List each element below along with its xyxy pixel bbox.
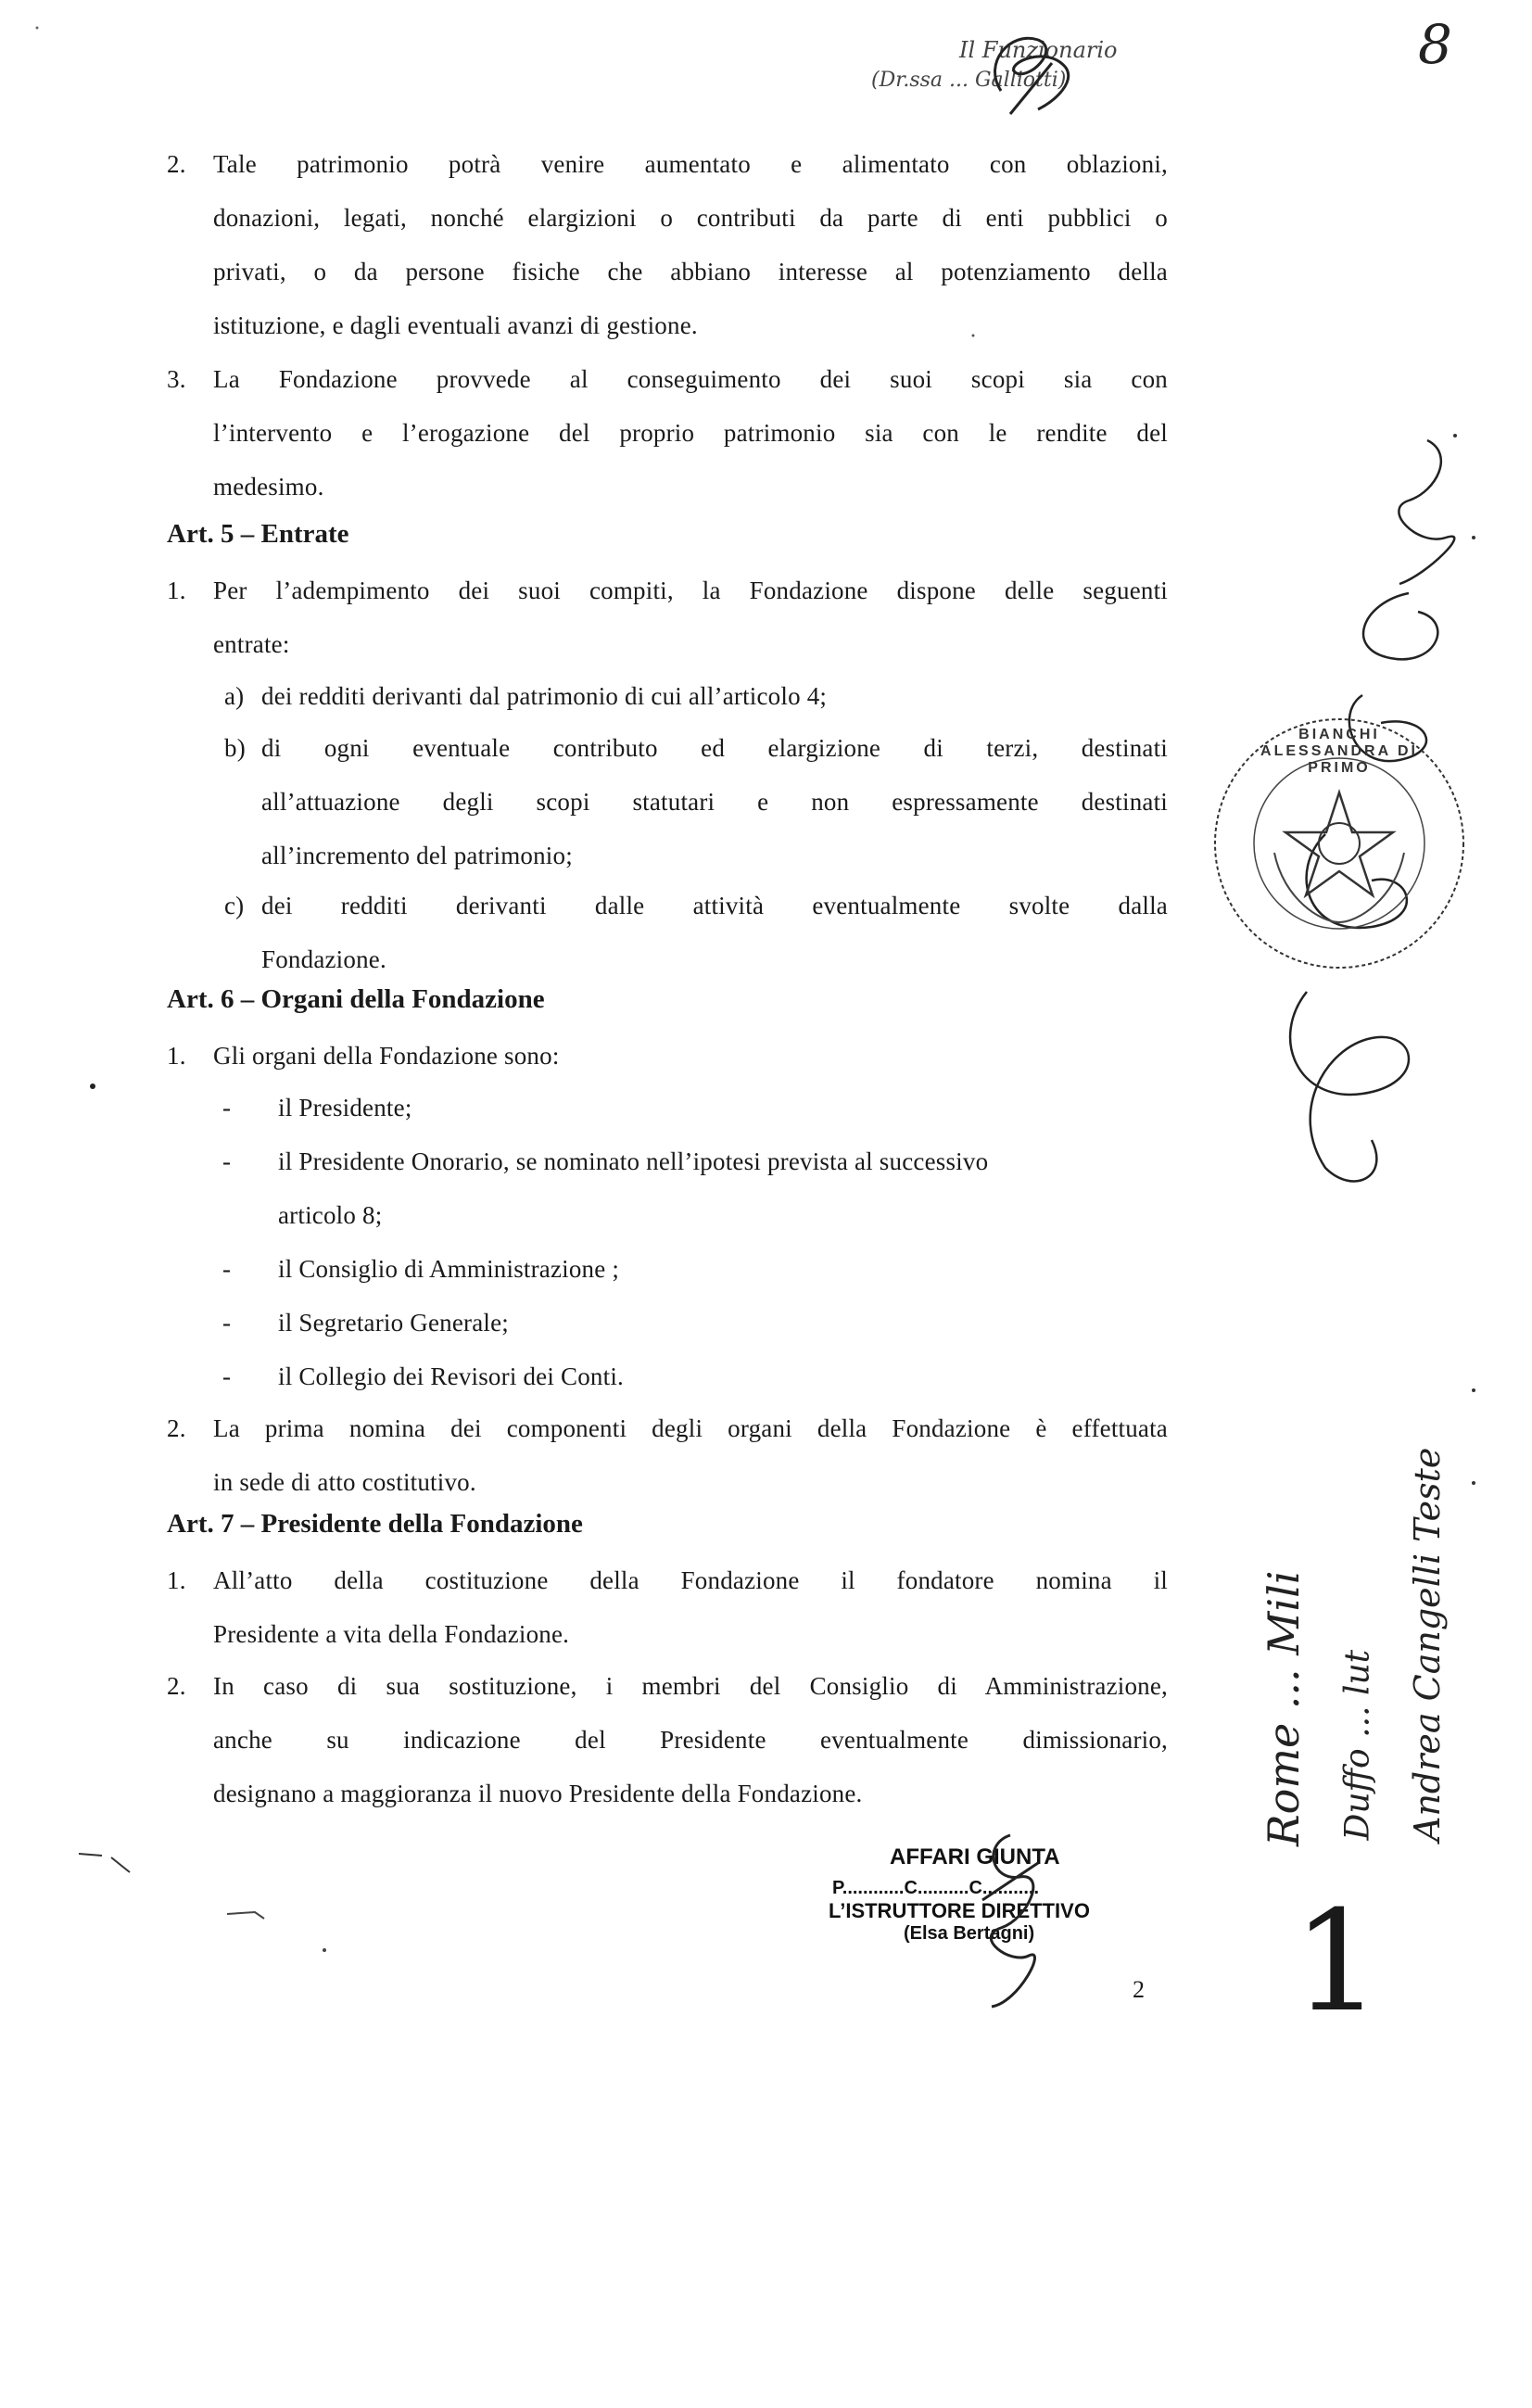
text-line: medesimo.	[213, 473, 324, 501]
text-line: l’intervento e l’erogazione del proprio patrimonio sia con le rendite del	[213, 419, 1168, 447]
text-line: privati, o da persone fisiche che abbiano interesse al potenziamento della	[213, 258, 1168, 285]
list-item-text: il Segretario Generale;	[278, 1309, 509, 1337]
text-line: donazioni, legati, nonché elargizioni o contributi da parte di enti pubblici o	[213, 204, 1168, 232]
art5-sub-c	[224, 879, 1168, 986]
art4-item2	[167, 137, 1168, 352]
page-number: 2	[1133, 1976, 1145, 2003]
list-item-text: il Presidente;	[278, 1094, 412, 1122]
text-line: in sede di atto costitutivo.	[213, 1468, 476, 1496]
corner-mark: 1	[1293, 1882, 1382, 2043]
item-number: 2.	[167, 1672, 186, 1700]
stamp-line: L’ISTRUTTORE DIRETTIVO	[829, 1899, 1090, 1922]
art6-item2	[167, 1401, 1168, 1509]
stamp-signature-icon	[945, 1826, 1075, 2011]
margin-signature-line: Duffo ... lut	[1338, 1649, 1377, 1841]
list-item	[222, 1081, 1168, 1134]
art6-item1	[167, 1029, 1168, 1083]
text-line: Gli organi della Fondazione sono:	[213, 1042, 560, 1070]
stamp-line: (Elsa Bertagni)	[904, 1923, 1035, 1944]
list-item-text: il Collegio dei Revisori dei Conti.	[278, 1362, 624, 1390]
art7-heading: Art. 7 – Presidente della Fondazione	[167, 1509, 583, 1539]
list-item-text: il Consiglio di Amministrazione ;	[278, 1255, 620, 1283]
item-number: 2.	[167, 1414, 186, 1442]
page-mark: 8	[1418, 13, 1452, 76]
list-item	[222, 1242, 1168, 1296]
official-header-stamp	[871, 37, 1205, 130]
text-line: Fondazione.	[261, 945, 386, 973]
item-number: 1.	[167, 577, 186, 604]
text-line: dei redditi derivanti dalle attività eventualmente svolte dalla	[261, 892, 1168, 919]
list-item-text: il Presidente Onorario, se nominato nell’ipotesi prevista al successivo	[278, 1147, 989, 1175]
item-number: 1.	[167, 1566, 186, 1594]
sub-label: a)	[224, 682, 245, 710]
list-item	[222, 1296, 1168, 1350]
official-stamp-line2: (Dr.ssa ... Galliotti)	[871, 69, 1067, 92]
art7-item1	[167, 1553, 1168, 1661]
art7-item2	[167, 1659, 1168, 1820]
art5-heading: Art. 5 – Entrate	[167, 519, 349, 549]
text-line: dei redditi derivanti dal patrimonio di cui all’articolo 4;	[261, 682, 828, 710]
art5-sub-a	[224, 669, 1168, 723]
margin-signature-line: Rome ... Mili	[1259, 1570, 1309, 1846]
art6-organs-list	[222, 1081, 1168, 1403]
text-line: In caso di sua sostituzione, i membri del Consiglio di Amministrazione,	[213, 1672, 1168, 1700]
official-stamp-line1: Il Funzionario	[959, 37, 1118, 63]
seal-text: BIANCHI ALESSANDRA DI PRIMO	[1260, 727, 1418, 776]
list-dash: -	[222, 1255, 232, 1283]
footer-office-stamp	[816, 1844, 1149, 1945]
list-item	[222, 1134, 1168, 1188]
text-line: Tale patrimonio potrà venire aumentato e alimentato con oblazioni,	[213, 150, 1168, 178]
text-line: Presidente a vita della Fondazione.	[213, 1620, 570, 1648]
text-line: La prima nomina dei componenti degli organi della Fondazione è effettuata	[213, 1414, 1168, 1442]
text-line: Per l’adempimento dei suoi compiti, la Fondazione dispone delle seguenti	[213, 577, 1168, 604]
signature-scribble-icon	[973, 26, 1103, 119]
text-line: All’atto della costituzione della Fondazione il fondatore nomina il	[213, 1566, 1168, 1594]
stamp-line: P............C..........C...........	[832, 1878, 1040, 1898]
margin-handwritten-signatures	[1205, 1409, 1448, 1846]
stamp-line: AFFARI GIUNTA	[890, 1844, 1060, 1869]
item-number: 2.	[167, 150, 186, 178]
art5-sub-b	[224, 721, 1168, 882]
list-item	[222, 1188, 1168, 1242]
list-dash: -	[222, 1147, 232, 1175]
text-line: istituzione, e dagli eventuali avanzi di gestione.	[213, 311, 698, 339]
text-line: La Fondazione provvede al conseguimento dei suoi scopi sia con	[213, 365, 1168, 393]
text-line: entrate:	[213, 630, 290, 658]
text-line: di ogni eventuale contributo ed elargizione di terzi, destinati	[261, 734, 1168, 762]
art6-heading: Art. 6 – Organi della Fondazione	[167, 984, 545, 1014]
list-dash: -	[222, 1362, 232, 1390]
text-line: all’incremento del patrimonio;	[261, 842, 573, 869]
text-line: designano a maggioranza il nuovo Presidente della Fondazione.	[213, 1780, 863, 1807]
text-line: all’attuazione degli scopi statutari e non espressamente destinati	[261, 788, 1168, 816]
list-item-text: articolo 8;	[278, 1201, 383, 1229]
sub-label: b)	[224, 734, 246, 762]
sub-label: c)	[224, 892, 245, 919]
art5-item1	[167, 564, 1168, 671]
list-item	[222, 1350, 1168, 1403]
list-dash: -	[222, 1094, 232, 1122]
text-line: anche su indicazione del Presidente eventualmente dimissionario,	[213, 1726, 1168, 1754]
list-dash: -	[222, 1309, 232, 1337]
item-number: 3.	[167, 365, 186, 393]
art4-item3	[167, 352, 1168, 513]
margin-signature-line: Andrea Cangelli Teste	[1407, 1447, 1448, 1842]
item-number: 1.	[167, 1042, 186, 1070]
official-seal	[1209, 714, 1469, 973]
